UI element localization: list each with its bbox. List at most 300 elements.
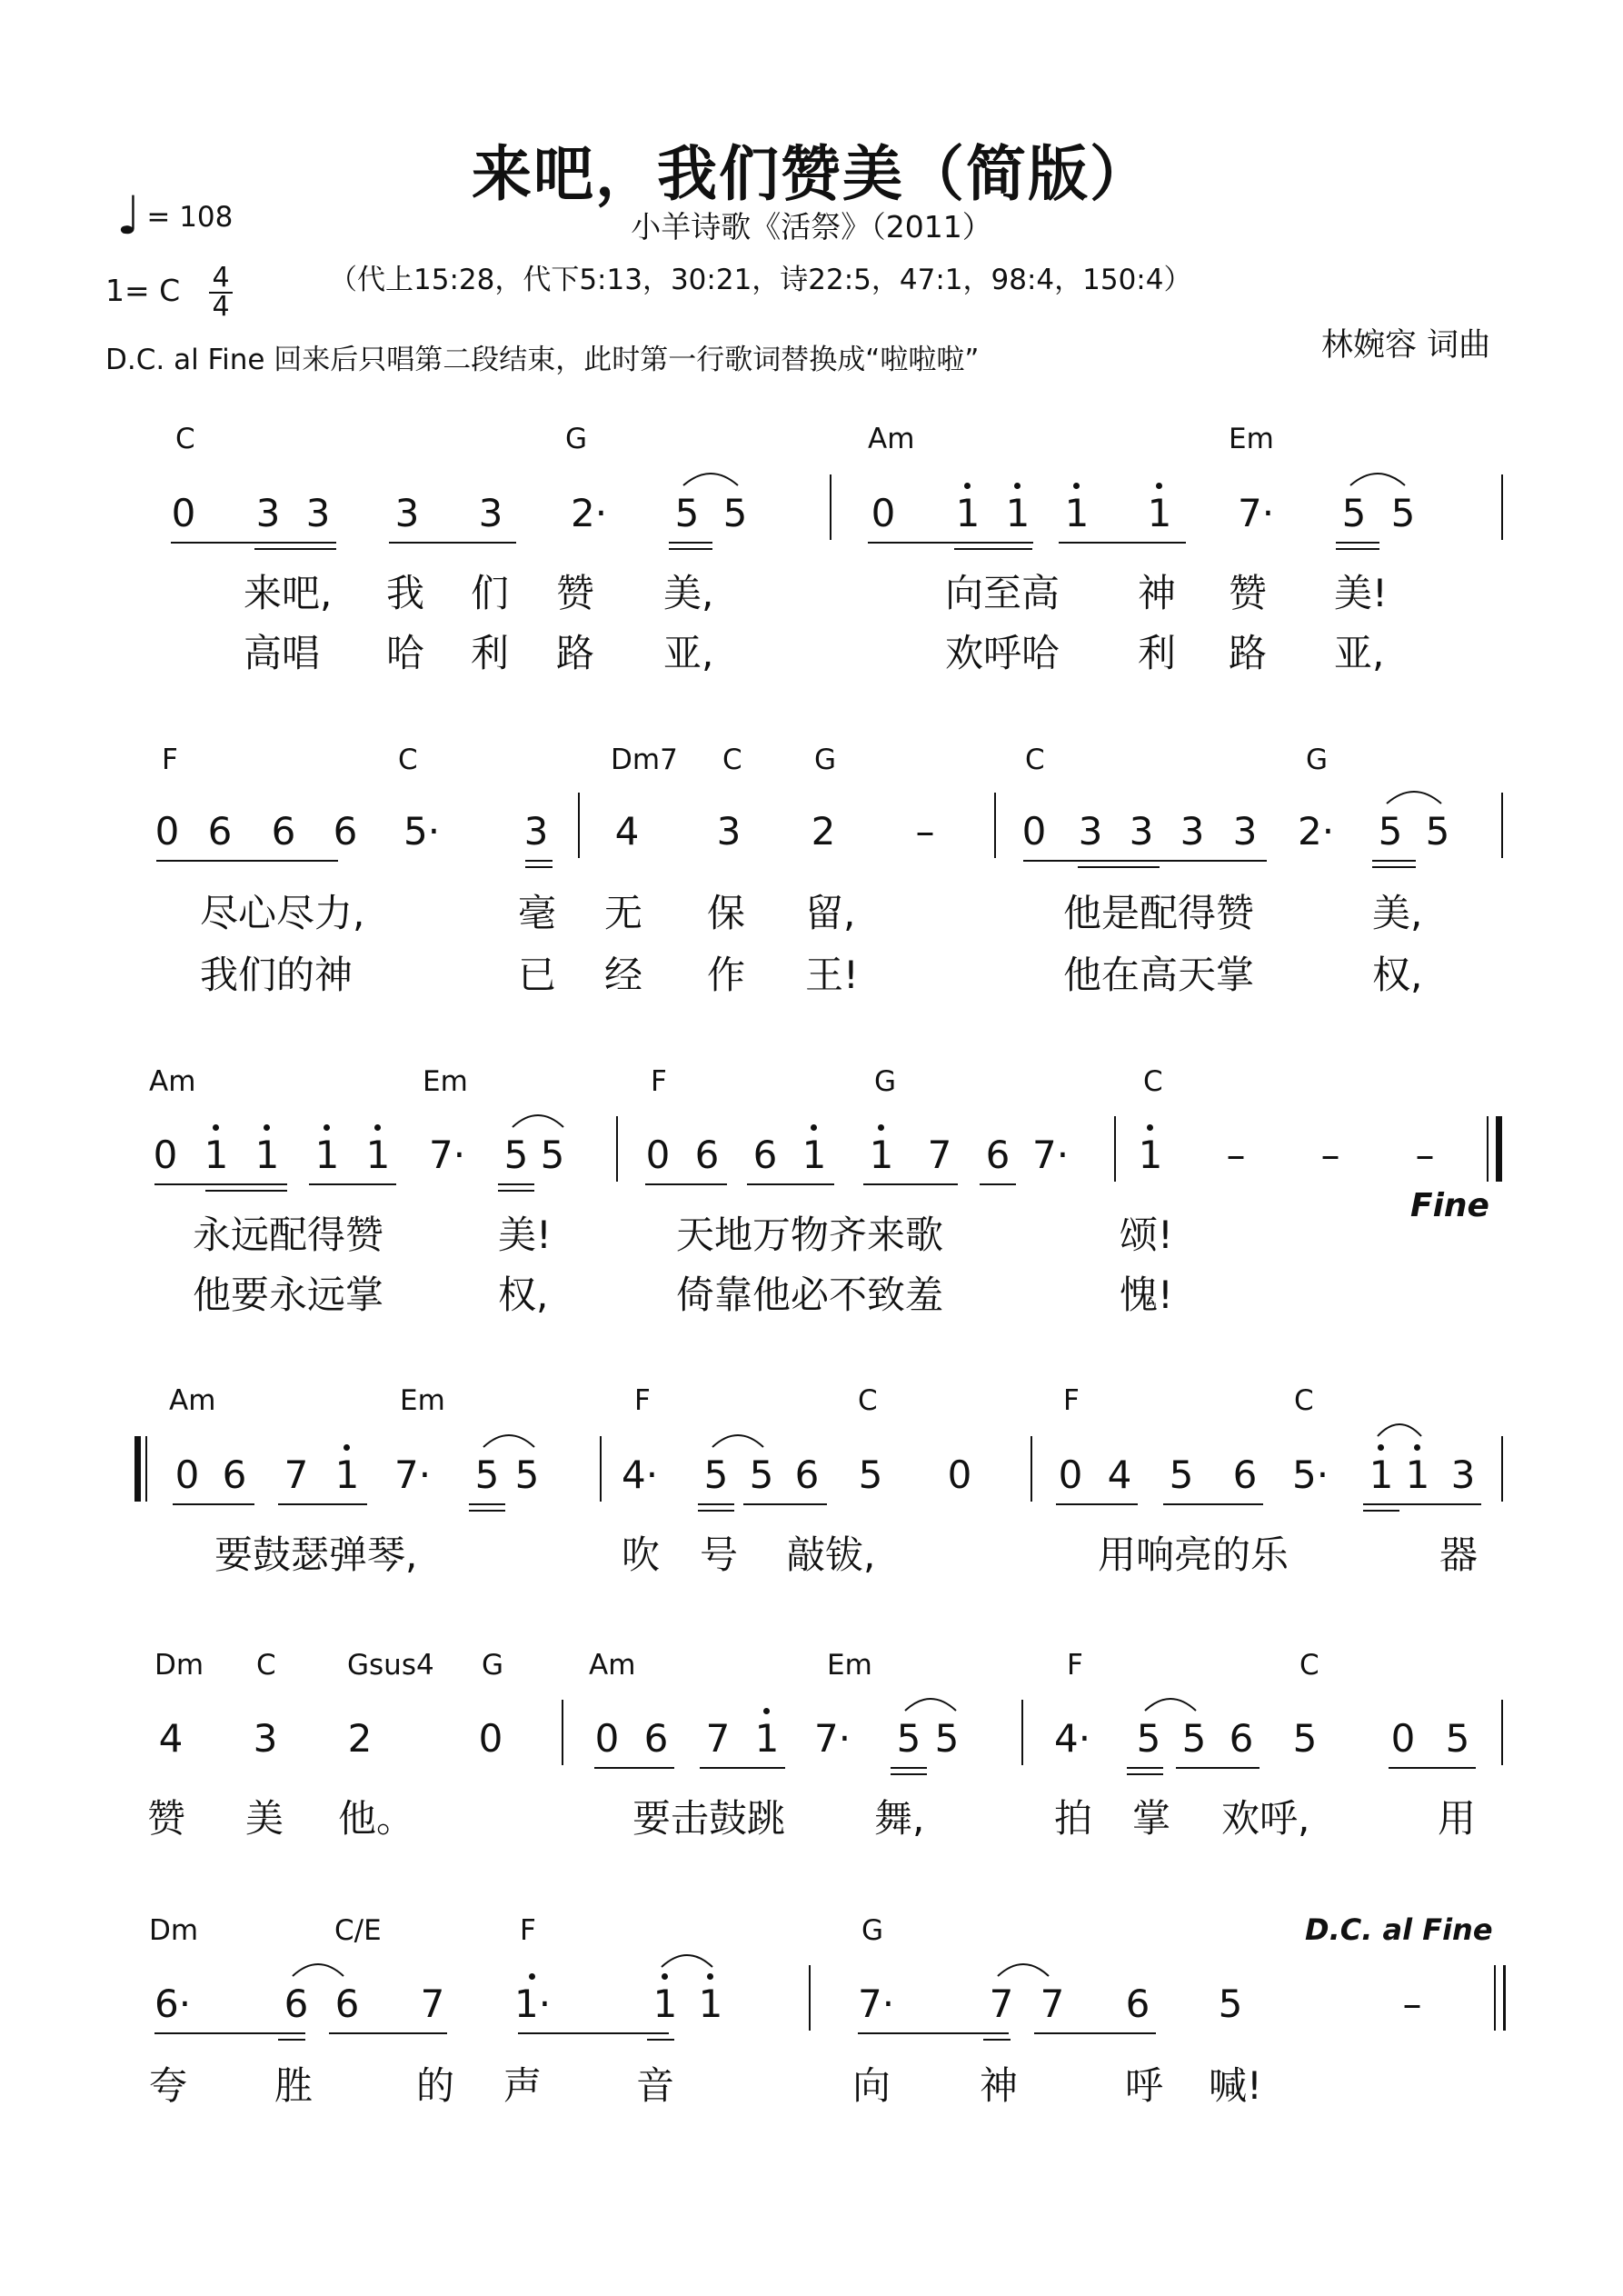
note: 0 — [1390, 1716, 1416, 1761]
note: 3 — [1129, 809, 1154, 854]
duration-underline — [1389, 1767, 1476, 1769]
note: 3 — [1180, 809, 1205, 854]
duration-underline — [1059, 542, 1186, 544]
lyric: 音 — [636, 2063, 675, 2108]
lyric: 愧! — [1120, 1273, 1173, 1317]
note: 0 — [871, 491, 896, 535]
octave-dot — [964, 483, 971, 489]
chord: Am — [589, 1649, 636, 1682]
note: 6 — [222, 1452, 247, 1497]
lyric: 权, — [498, 1273, 549, 1317]
composer-credit: 林婉容 词曲 — [1321, 327, 1491, 364]
note: 1 — [1369, 1452, 1394, 1497]
duration-underline — [1176, 1767, 1260, 1769]
note: 6 — [1232, 1452, 1258, 1497]
note: 6 — [207, 809, 233, 854]
barline — [1021, 1700, 1023, 1765]
duration-underline — [389, 542, 516, 544]
chord: Am — [149, 1065, 196, 1098]
lyric: 吹 — [622, 1532, 661, 1577]
note: 6 — [794, 1452, 820, 1497]
barline — [1501, 1700, 1503, 1765]
lyric: 经 — [604, 953, 643, 997]
note: 7· — [1032, 1133, 1070, 1177]
chord: G — [1306, 744, 1329, 776]
note: 1 — [365, 1133, 391, 1177]
chord: G — [814, 744, 837, 776]
note: 5 — [674, 491, 700, 535]
duration-underline — [700, 1767, 785, 1769]
chord: Am — [169, 1384, 216, 1417]
tie — [1387, 792, 1441, 804]
note: 7· — [429, 1133, 466, 1177]
final-barline-thick — [1496, 1116, 1502, 1182]
note: 1 — [955, 491, 981, 535]
chord: F — [162, 744, 178, 776]
lyric: 利 — [1138, 631, 1177, 675]
duration-underline — [154, 1183, 287, 1185]
duration-underline — [173, 1503, 254, 1505]
lyric: 他。 — [338, 1796, 415, 1841]
duration-underline — [647, 2039, 674, 2041]
note: 6 — [985, 1133, 1011, 1177]
duration-underline — [156, 860, 338, 862]
note: 3 — [1450, 1452, 1476, 1497]
chord: C — [1025, 744, 1045, 776]
lyric: 王! — [805, 953, 859, 997]
duration-underline — [743, 1503, 827, 1505]
note: 1 — [802, 1133, 827, 1177]
duration-underline — [1372, 860, 1416, 862]
quarter-note-icon: ♩ — [116, 185, 142, 246]
barline — [1501, 474, 1503, 540]
octave-dot — [1378, 1444, 1384, 1451]
note: 1 — [698, 1982, 723, 2026]
note: 4· — [622, 1452, 659, 1497]
chord: C/E — [334, 1914, 382, 1947]
note: 3 — [1078, 809, 1103, 854]
note: 3 — [716, 809, 742, 854]
lyric: 喊! — [1209, 2063, 1262, 2108]
duration-underline — [498, 1183, 534, 1185]
lyric: 用 — [1438, 1796, 1477, 1841]
final-barline-thin — [1487, 1116, 1489, 1182]
note: 1 — [1064, 491, 1090, 535]
chord: G — [565, 423, 588, 455]
note: 1 — [1147, 491, 1172, 535]
note: 4 — [614, 809, 640, 854]
duration-underline — [1127, 1767, 1163, 1769]
chord: Em — [827, 1649, 872, 1682]
note: 7 — [420, 1982, 445, 2026]
note: 5 — [1341, 491, 1367, 535]
octave-dot — [811, 1124, 817, 1131]
tie — [293, 1964, 344, 1976]
duration-underline — [469, 1503, 505, 1505]
lyric: 赞 — [1229, 571, 1268, 615]
note: 3 — [305, 491, 331, 535]
chord: C — [175, 423, 195, 455]
chord: Dm — [149, 1914, 199, 1947]
note: 5 — [1445, 1716, 1470, 1761]
barline — [830, 474, 831, 540]
note: 5 — [934, 1716, 960, 1761]
octave-dot — [1014, 483, 1021, 489]
scripture-references: （代上15:28，代下5:13，30:21，诗22:5，47:1，98:4，150:4） — [329, 264, 1192, 296]
note: 0 — [154, 809, 180, 854]
barline — [1114, 1116, 1116, 1182]
note: 0 — [153, 1133, 178, 1177]
duration-underline — [1056, 1503, 1138, 1505]
duration-underline — [1023, 860, 1267, 862]
note: 1· — [514, 1982, 552, 2026]
duration-underline — [309, 1183, 396, 1185]
tie — [905, 1699, 956, 1711]
tie — [513, 1115, 563, 1127]
duration-underline — [868, 542, 1033, 544]
lyric: 美! — [1334, 571, 1388, 615]
octave-dot — [1147, 1124, 1153, 1131]
chord: F — [520, 1914, 536, 1947]
lyric: 尽心尽力, — [200, 891, 365, 935]
duration-underline — [1163, 1503, 1263, 1505]
note: 6 — [333, 809, 358, 854]
note: 0 — [947, 1452, 972, 1497]
lyric: 亚, — [1334, 631, 1385, 675]
lyric: 留, — [805, 891, 856, 935]
note: 7· — [858, 1982, 895, 2026]
note: 6 — [643, 1716, 669, 1761]
duration-underline — [518, 2032, 669, 2034]
tie — [1145, 1699, 1196, 1711]
chord: F — [1067, 1649, 1083, 1682]
note: 0 — [594, 1716, 620, 1761]
note: 3 — [478, 491, 503, 535]
note: – — [1415, 1133, 1435, 1177]
lyric: 夸 — [149, 2063, 188, 2108]
barline — [809, 1965, 811, 2031]
lyric: 欢呼, — [1221, 1796, 1310, 1841]
note: 3 — [1232, 809, 1258, 854]
duration-underline — [1336, 548, 1379, 550]
note: 7· — [814, 1716, 851, 1761]
octave-dot — [264, 1124, 270, 1131]
subtitle: 小羊诗歌《活祭》（2011） — [631, 209, 992, 245]
note: 4· — [1054, 1716, 1091, 1761]
note: 5 — [1169, 1452, 1194, 1497]
octave-dot — [763, 1708, 770, 1714]
note: – — [1226, 1133, 1246, 1177]
tempo-marking — [116, 177, 234, 246]
note: 7 — [705, 1716, 731, 1761]
lyric: 们 — [471, 571, 510, 615]
chord: F — [651, 1065, 667, 1098]
repeat-start-thin — [145, 1436, 147, 1502]
note: 5 — [1136, 1716, 1161, 1761]
note: 2 — [811, 809, 836, 854]
note: 7 — [989, 1982, 1014, 2026]
tie — [662, 1955, 712, 1967]
note: 4 — [158, 1716, 184, 1761]
note: 5 — [896, 1716, 921, 1761]
note: 5 — [722, 491, 748, 535]
note: 1 — [1405, 1452, 1430, 1497]
lyric: 我 — [386, 571, 425, 615]
chord: C — [1299, 1649, 1319, 1682]
note: 3 — [523, 809, 549, 854]
duration-underline — [891, 1773, 927, 1775]
note: 5 — [1390, 491, 1416, 535]
note: 1 — [652, 1982, 678, 2026]
lyric: 神 — [1138, 571, 1177, 615]
tie — [483, 1435, 534, 1447]
note: 5 — [749, 1452, 774, 1497]
note: 3 — [255, 491, 281, 535]
note: 2· — [571, 491, 608, 535]
note: 7· — [1238, 491, 1275, 535]
lyric: 欢呼哈 — [945, 631, 1060, 675]
lyric: 舞, — [874, 1796, 925, 1841]
note: 5 — [474, 1452, 500, 1497]
chord: C — [722, 744, 742, 776]
duration-underline — [698, 1510, 734, 1512]
note: 0 — [478, 1716, 503, 1761]
lyric: 胜 — [274, 2063, 314, 2108]
lyric: 拍 — [1054, 1796, 1093, 1841]
lyric: 高唱 — [244, 631, 321, 675]
note: 0 — [1058, 1452, 1083, 1497]
lyric: 向 — [852, 2063, 891, 2108]
barline — [600, 1436, 602, 1502]
lyric: 权, — [1372, 953, 1423, 997]
note: 5 — [1378, 809, 1403, 854]
duration-underline — [891, 1767, 927, 1769]
note: 2 — [347, 1716, 373, 1761]
duration-underline — [254, 548, 336, 550]
chord: C — [398, 744, 418, 776]
note: 1 — [1138, 1133, 1163, 1177]
note: 6 — [284, 1982, 309, 2026]
chord: Em — [423, 1065, 468, 1098]
duration-underline — [278, 1503, 367, 1505]
duration-underline — [954, 548, 1032, 550]
chord: Dm — [154, 1649, 204, 1682]
note: 5 — [1425, 809, 1450, 854]
lyric: 美! — [498, 1213, 552, 1257]
duration-underline — [669, 548, 712, 550]
lyric: 赞 — [556, 571, 595, 615]
lyric: 他在高天掌 — [1063, 953, 1255, 997]
lyric: 要击鼓跳 — [632, 1796, 786, 1841]
octave-dot — [344, 1444, 350, 1451]
chord: C — [256, 1649, 276, 1682]
tie — [998, 1964, 1049, 1976]
note: 7· — [394, 1452, 432, 1497]
lyric: 神 — [980, 2063, 1019, 2108]
lyric: 已 — [518, 953, 557, 997]
duration-underline — [171, 542, 336, 544]
lyric: 美, — [1372, 891, 1423, 935]
octave-dot — [662, 1973, 668, 1980]
duration-underline — [669, 542, 712, 544]
chord: G — [861, 1914, 884, 1947]
final-barline-thin — [1494, 1965, 1496, 2031]
duration-underline — [1336, 542, 1379, 544]
lyric: 器 — [1439, 1532, 1479, 1577]
duration-underline — [1363, 1510, 1399, 1512]
chord: G — [482, 1649, 504, 1682]
octave-dot — [324, 1124, 330, 1131]
duration-underline — [594, 1767, 674, 1769]
performance-note: D.C. al Fine 回来后只唱第二段结束，此时第一行歌词替换成“啦啦啦” — [105, 344, 980, 376]
note: 0 — [645, 1133, 671, 1177]
note: 6 — [694, 1133, 720, 1177]
lyric: 的 — [416, 2063, 455, 2108]
note: 6· — [154, 1982, 192, 2026]
dc-al-fine-mark: D.C. al Fine — [1305, 1912, 1493, 1947]
lyric: 用响亮的乐 — [1098, 1532, 1289, 1577]
octave-dot — [374, 1124, 381, 1131]
key-signature: 1= C — [105, 273, 181, 308]
lyric: 来吧, — [244, 571, 333, 615]
tie — [1378, 1424, 1421, 1436]
lyric: 毫 — [518, 891, 557, 935]
note: 4 — [1107, 1452, 1132, 1497]
lyric: 利 — [471, 631, 510, 675]
duration-underline — [1034, 2032, 1156, 2034]
lyric: 敲钹, — [787, 1532, 876, 1577]
chord: C — [1143, 1065, 1163, 1098]
lyric: 永远配得赞 — [193, 1213, 384, 1257]
lyric: 路 — [556, 631, 595, 675]
duration-underline — [1372, 866, 1416, 868]
chord: Am — [868, 423, 915, 455]
chord: Gsus4 — [347, 1649, 434, 1682]
note: 6 — [334, 1982, 360, 2026]
note: 5 — [703, 1452, 729, 1497]
lyric: 他要永远掌 — [193, 1273, 384, 1317]
duration-underline — [525, 866, 553, 868]
lyric: 声 — [503, 2063, 543, 2108]
note: 3 — [253, 1716, 278, 1761]
note: 6 — [1125, 1982, 1150, 2026]
lyric: 赞 — [147, 1796, 186, 1841]
note: 5 — [1218, 1982, 1243, 2026]
note: 5 — [503, 1133, 529, 1177]
note: – — [915, 809, 935, 854]
chord: Dm7 — [611, 744, 678, 776]
note: 0 — [1021, 809, 1047, 854]
note: 5 — [540, 1133, 565, 1177]
lyric: 哈 — [386, 631, 425, 675]
duration-underline — [1127, 1773, 1163, 1775]
note: 6 — [271, 809, 296, 854]
barline — [1031, 1436, 1032, 1502]
note: 1 — [204, 1133, 229, 1177]
chord: F — [634, 1384, 651, 1417]
page-title: 来吧，我们赞美（简版） — [472, 139, 1151, 209]
note: 5· — [403, 809, 441, 854]
duration-underline — [747, 1183, 834, 1185]
lyric: 美, — [663, 571, 714, 615]
octave-dot — [1156, 483, 1162, 489]
lyric: 天地万物齐来歌 — [676, 1213, 944, 1257]
duration-underline — [645, 1183, 727, 1185]
repeat-start-thick — [134, 1436, 141, 1502]
note: 1 — [1005, 491, 1031, 535]
note: 5 — [1181, 1716, 1207, 1761]
duration-underline — [205, 1190, 287, 1192]
lyric: 无 — [604, 891, 643, 935]
duration-underline — [469, 1510, 505, 1512]
duration-underline — [278, 2039, 305, 2041]
time-sig-bottom: 4 — [212, 291, 230, 323]
chord: C — [1294, 1384, 1314, 1417]
lyric: 颂! — [1120, 1213, 1173, 1257]
duration-underline — [863, 1183, 958, 1185]
barline — [562, 1700, 563, 1765]
chord: Em — [400, 1384, 445, 1417]
chord: Em — [1229, 423, 1274, 455]
time-sig-top: 4 — [212, 262, 230, 294]
duration-underline — [525, 860, 553, 862]
lyric: 要鼓瑟弹琴, — [214, 1532, 418, 1577]
duration-underline — [329, 2032, 447, 2034]
lyric: 向至高 — [945, 571, 1060, 615]
note: 1 — [754, 1716, 780, 1761]
duration-underline — [1078, 866, 1160, 868]
lyric: 号 — [700, 1532, 739, 1577]
lyric: 保 — [707, 891, 746, 935]
note: 5 — [1292, 1716, 1318, 1761]
barline — [616, 1116, 618, 1182]
note: 7 — [927, 1133, 952, 1177]
tie — [1350, 474, 1405, 485]
tie — [683, 474, 738, 485]
tempo-value: = 108 — [146, 201, 234, 234]
lyric: 倚靠他必不致羞 — [676, 1273, 944, 1317]
chord: C — [858, 1384, 878, 1417]
barline — [994, 793, 996, 858]
fine-mark: Fine — [1410, 1187, 1489, 1224]
octave-dot — [529, 1973, 535, 1980]
duration-underline — [154, 2032, 305, 2034]
duration-underline — [698, 1503, 734, 1505]
duration-underline — [983, 2039, 1011, 2041]
chord: G — [874, 1065, 897, 1098]
note: – — [1402, 1982, 1422, 2026]
chord: F — [1063, 1384, 1080, 1417]
note: – — [1320, 1133, 1340, 1177]
note: 3 — [394, 491, 420, 535]
octave-dot — [1073, 483, 1080, 489]
note: 0 — [171, 491, 196, 535]
lyric: 我们的神 — [200, 953, 353, 997]
lyric: 亚, — [663, 631, 714, 675]
note: 7 — [1040, 1982, 1065, 2026]
lyric: 他是配得赞 — [1063, 891, 1255, 935]
barline — [1501, 793, 1503, 858]
duration-underline — [1399, 1503, 1481, 1505]
final-barline-thin-2 — [1503, 1965, 1506, 2031]
lyric: 路 — [1229, 631, 1268, 675]
lyric: 掌 — [1132, 1796, 1171, 1841]
octave-dot — [213, 1124, 219, 1131]
duration-underline — [1363, 1503, 1399, 1505]
note: 2· — [1298, 809, 1335, 854]
octave-dot — [878, 1124, 884, 1131]
note: 1 — [254, 1133, 280, 1177]
